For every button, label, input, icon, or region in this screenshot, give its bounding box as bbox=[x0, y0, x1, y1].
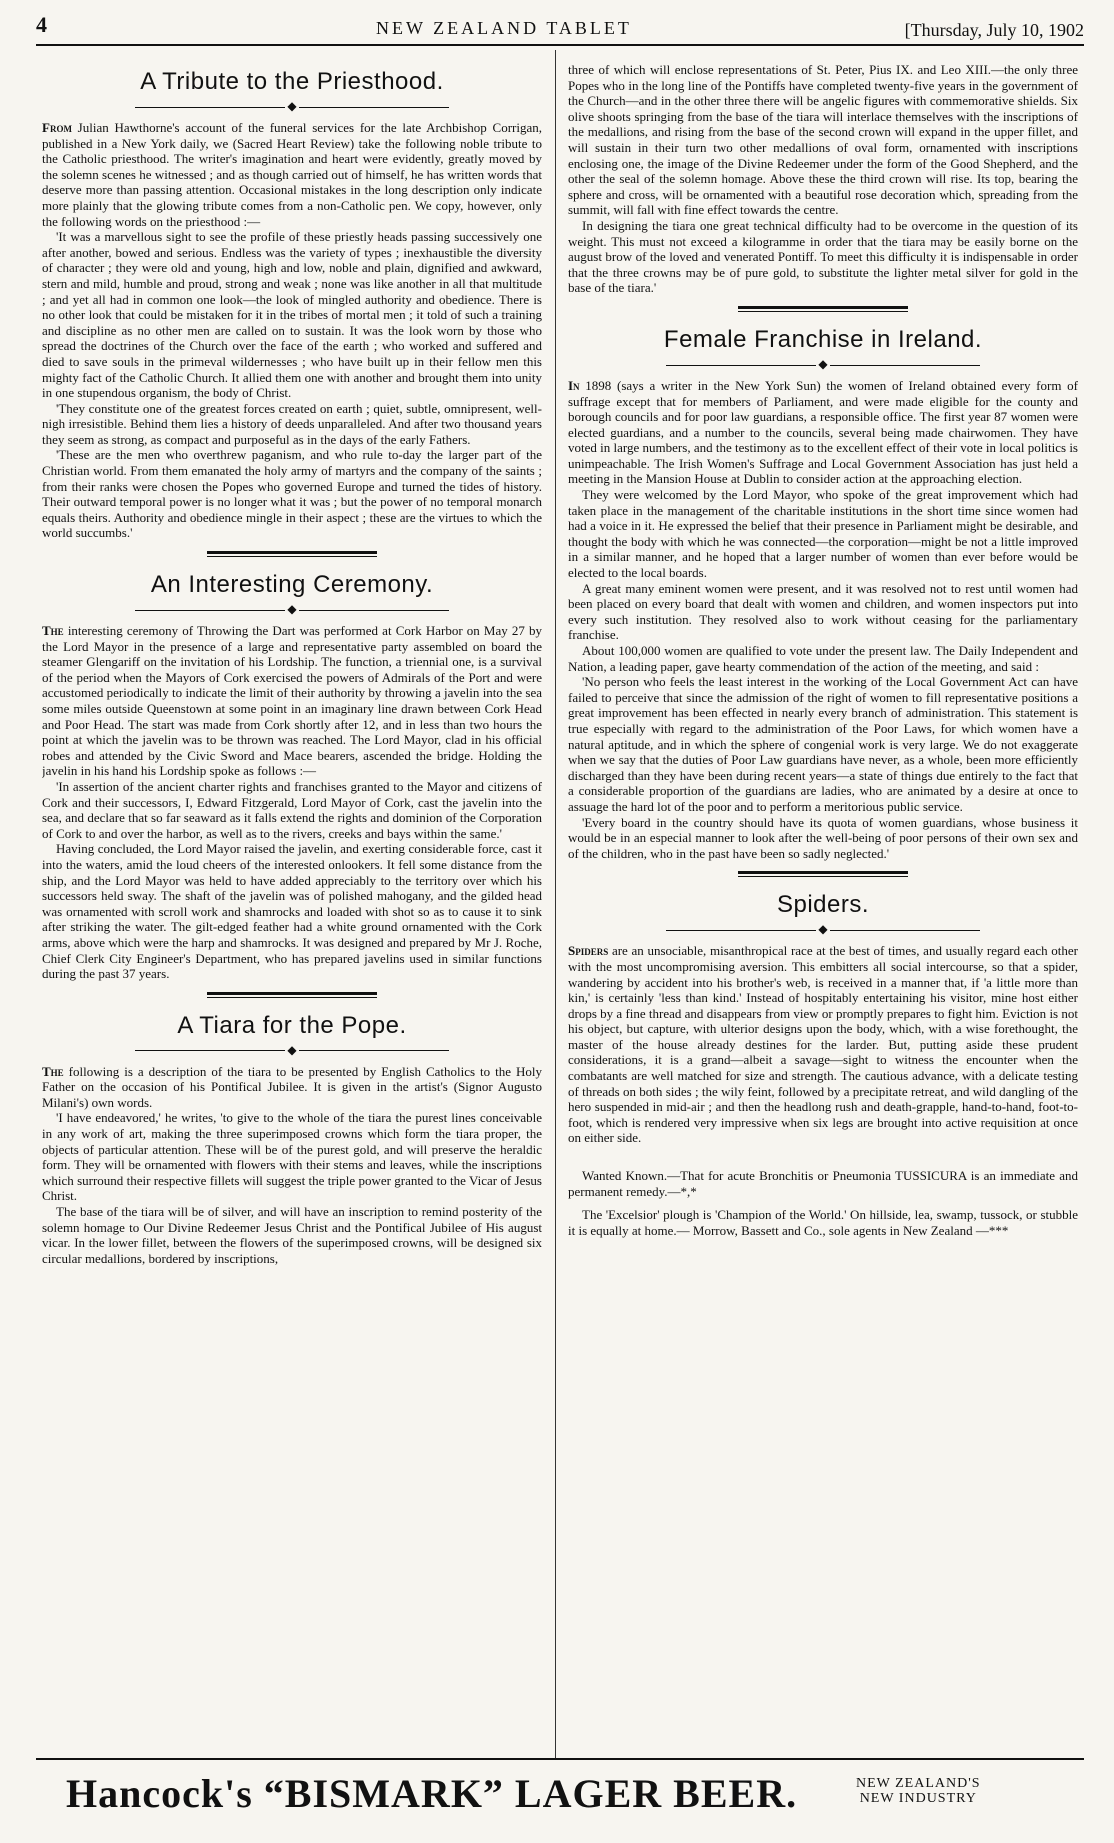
left-column bbox=[42, 62, 542, 1762]
article-franchise bbox=[568, 326, 1078, 861]
column-divider bbox=[555, 50, 556, 1760]
lead-word: In bbox=[568, 377, 580, 393]
masthead bbox=[36, 10, 1084, 48]
article-title: Spiders. bbox=[776, 891, 870, 919]
article-paragraph: Having concluded, the Lord Mayor raised the javelin, and exerting considerable force, cast it into the waters, amid the loud cheers of the interested onlookers. It fell some distance from the ship, and the Lord Mayor was held to have added appreciably to the territory over which his successors held sway. The shaft of the javelin was of polished mahogany, and the gilded head was ornamented with scroll work and shamrocks and loaded with shot so as to cause it to sink after striking the water. The gilt-edged feather had a white ground ornamented with the Cork arms, above which were the harp and shamrocks. It was designed and prepared by Mr J. Roche, Chief Clerk City Engineer's Department, who has prepared javelins used in similar functions during the past 37 years. bbox=[42, 841, 542, 982]
article-ceremony bbox=[42, 571, 542, 982]
ornament-divider: ◆ bbox=[42, 603, 542, 615]
section-divider bbox=[738, 306, 908, 312]
article-paragraph: 'I have endeavored,' he writes, 'to give to the whole of the tiara the purest lines conceivable in any work of art, making the three superimposed crowns which form the tiara proper, the objects of particular attention. These will be of the purest gold, and will preserve the heraldic form. They will be ornamented with flowers with their stems and leaves, while the inscriptions which surround their respective fillets will suggest the triple power granted to the Vicar of Jesus Christ. bbox=[42, 1110, 542, 1204]
beer-advertisement bbox=[66, 1770, 1076, 1826]
article-title: A Tiara for the Pope. bbox=[177, 1011, 407, 1039]
section-divider bbox=[207, 551, 377, 557]
ornament-divider: ◆ bbox=[568, 358, 1078, 370]
lead-word: Spiders bbox=[568, 943, 609, 959]
article-paragraph: The base of the tiara will be of silver, and will have an inscription to remind posterity of the solemn homage to Our Divine Redeemer Jesus Christ and the Pontifical Jubilee of His august vicar. In the lower fillet, between the flowers of the superimposed crowns, will be designed six circular medallions, bordered by inscriptions, bbox=[42, 1204, 542, 1266]
article-tiara-continued bbox=[568, 62, 1078, 296]
article-paragraph: 'Every board in the country should have its quota of women guardians, whose business it would be in an especial manner to look after the well-being of poor persons of their own sex and of the children, who in the past have been so sadly neglected.' bbox=[568, 814, 1078, 861]
article-paragraph: three of which will enclose representations of St. Peter, Pius IX. and Leo XIII.—the only three Popes who in the long line of the Pontiffs have completed twenty-five years in the government of the Church—and in the other three there will be angelic figures with commemorative shields. Six olive shoots springing from the base of the tiara will interlace themselves with the inscriptions of the medallions, and rising from the base of the second crown will expand in the upper fillet, and will sustain in their turn two other medallions of oval form, ornamented with inscriptions enclosing one, the image of the Divine Redeemer under the form of the Good Shepherd, and the other the seal of the solemn homage. Above these the third crown will rise. Its top, bearing the sphere and cross, will be ornamented with a beautiful rose decoration which, spreading from the summit, will fall with fine effect towards the centre. bbox=[568, 62, 1078, 218]
article-paragraph: About 100,000 women are qualified to vote under the present law. The Daily Independent and Nation, a leading paper, gave hearty commendation of the action of the meeting, and said : bbox=[568, 643, 1078, 674]
article-title: Female Franchise in Ireland. bbox=[663, 325, 983, 353]
article-spiders bbox=[568, 891, 1078, 1146]
article-title: A Tribute to the Priesthood. bbox=[140, 68, 444, 95]
right-column bbox=[568, 62, 1078, 1762]
page-number: 4 bbox=[36, 12, 47, 37]
article-paragraph: In designing the tiara one great technical difficulty had to be overcome in the question of its weight. This must not exceed a kilogramme in order that the tiara may be easily borne on the august brow of the loved and venerated Pontiff. To meet this difficulty it is indispensable in order that the three crowns may be of pure gold, to substitute the lighter metal silver for gold in the base of the tiara.' bbox=[568, 217, 1078, 296]
footer-rule bbox=[36, 1758, 1084, 1760]
issue-date: [Thursday, July 10, 1902 bbox=[904, 20, 1084, 40]
advert-headline: Hancock's “BISMARK” LAGER BEER. bbox=[66, 1771, 798, 1816]
lead-word: The bbox=[42, 1063, 64, 1079]
newspaper-title: NEW ZEALAND TABLET bbox=[376, 18, 632, 38]
article-paragraph: 'In assertion of the ancient charter rights and franchises granted to the Mayor and citizens of Cork and their successors, I, Edward Fitzgerald, Lord Mayor of Cork, cast the javelin into the sea, and declare that so far seaward as it falls extend the rights and dominion of the Corporation of Cork to and over the harbor, as well as to the rivers, creeks and bays within the same.' bbox=[42, 778, 542, 841]
article-paragraph: 'It was a marvellous sight to see the profile of these priestly heads passing successively one after another, bowed and serious. Endless was the variety of types ; inexhaustible the diversity of character ; they were old and young, high and low, noble and plain, dignified and awkward, stern and mild, humble and proud, strong and weak ; none was like another in all that multitude ; and yet all had in common one look—the look of mingled authority and obedience. There is no other look that could be mistaken for it in the tribes of mortal men ; it told of such a training and discipline as no other men are called on to sustain. It was the look worn by those who spread the doctrines of the Church over the face of the earth ; who worked and suffered and died to save souls in the primeval wildernesses ; who have built up in their fellow men this mighty fact of the Catholic Church. It allied them one with another and brought them into unity in one stupendous organism, the body of Christ. bbox=[42, 229, 542, 401]
article-paragraph: 'These are the men who overthrew paganism, and who rule to-day the larger part of the Christian world. From them emanated the holy army of martyrs and the company of the saints ; from their ranks were chosen the Popes who governed Europe and turned the tides of history. Their outward temporal power is no longer what it was ; but the power of no temporal monarch equals theirs. Authority and obedience mingle in their aspect ; these are the virtues to which the world succumbs.' bbox=[42, 447, 542, 541]
advert-side-line: NEW INDUSTRY bbox=[859, 1791, 977, 1806]
advert-side-text bbox=[856, 1776, 981, 1806]
article-paragraph: 'No person who feels the least interest in the working of the Local Government Act can have failed to perceive that since the admission of the right of women to fill representative positions a great improvement has been effected in nearly every branch of administration. This statement is true especially with regard to the administration of the Poor Laws, for which women have a natural aptitude, and in which the sphere of congenial work is very large. We do not exaggerate when we say that the duties of Poor Law guardians have never, as a whole, been more efficiently discharged than they have been during recent years—a state of things due entirely to the fact that a considerable proportion of the guardians are ladies, who are animated by a desire at once to assuage the hard lot of the poor and to perform a meritorious public service. bbox=[568, 674, 1078, 814]
article-paragraph: They were welcomed by the Lord Mayor, who spoke of the great improvement which had taken place in the management of the charitable institutions in the short time since women had had a voice in it. He expressed the belief that their presence in Parliament might be desirable, and thought the body with which he was connected—the corporation—might be not a little improved in a similar manner, and he hoped that a larger number of women than ever before would be elected to the local boards. bbox=[568, 487, 1078, 581]
ornament-divider: ◆ bbox=[42, 100, 542, 112]
section-divider bbox=[738, 871, 908, 877]
ornament-divider: ◆ bbox=[42, 1044, 542, 1056]
article-paragraph: In 1898 (says a writer in the New York Sun) the women of Ireland obtained every form of suffrage except that for members of Parliament, and were made eligible for the county and borough councils and for poor law guardians, a responsible office. The first year 87 women were elected guardians, and a number to the councils, several being made chairwomen. They have voted in large numbers, and the testimony as to the excellent effect of their vote in local politics is unimpeachable. The Irish Women's Suffrage and Local Government Association has just held a meeting in the Mansion House at Dublin to consider action at the approaching election. bbox=[568, 377, 1078, 487]
notice-paragraph: The 'Excelsior' plough is 'Champion of the World.' On hillside, lea, swamp, tussock, or stubble it is equally at home.— Morrow, Bassett and Co., sole agents in New Zealand —*** bbox=[568, 1207, 1078, 1238]
article-paragraph: From Julian Hawthorne's account of the funeral services for the late Archbishop Corrigan, published in a New York daily, we (Sacred Heart Review) take the following noble tribute to the Catholic priesthood. The writer's imagination and heart were evidently, greatly moved by the solemn scenes he witnessed ; and as though carried out of himself, he has written words that deserve more than passing attention. Occasional mistakes in the long description only indicate more plainly that the glowing tribute comes from a non-Catholic pen. We copy, however, only the following words on the priesthood :— bbox=[42, 120, 542, 229]
article-paragraph: The interesting ceremony of Throwing the Dart was performed at Cork Harbor on May 27 by the Lord Mayor in the presence of a large and representative party assembled on board the steamer Glengariff on the invitation of his Lordship. The function, a triennial one, is a survival of the period when the Mayors of Cork exercised the powers of Admirals of the Port and were accustomed periodically to indicate the limit of their authority by throwing a javelin into the sea some miles outside Queenstown at some point in an imaginary line drawn between Cork Head and Poor Head. The start was made from Cork shortly after 12, and in less than two hours the point at which the javelin was to be thrown was reached. The Lord Mayor, clad in his official robes and attended by the Civic Sword and Mace bearers, ascended the bridge. Holding the javelin in his hand his Lordship spoke as follows :— bbox=[42, 623, 542, 779]
notices bbox=[568, 1168, 1078, 1238]
article-tiara bbox=[42, 1012, 542, 1267]
article-paragraph: 'They constitute one of the greatest forces created on earth ; quiet, subtle, omnipresent, well-nigh irresistible. Behind them lies a history of deeds unparalleled. And after two thousand years they seem as strong, as compact and purposeful as in the days of the early Fathers. bbox=[42, 400, 542, 447]
advert-side-line: NEW ZEALAND'S bbox=[856, 1776, 981, 1791]
article-paragraph: A great many eminent women were present, and it was resolved not to rest until women had been placed on every board that dealt with women and children, and women inspectors put into every such institution. They resolved also to work without ceasing for the parliamentary franchise. bbox=[568, 580, 1078, 643]
article-paragraph: The following is a description of the tiara to be presented by English Catholics to the Holy Father on the occasion of his Pontifical Jubilee. It is given in the artist's (Signor Augusto Milani's) own words. bbox=[42, 1063, 542, 1110]
newspaper-page bbox=[36, 10, 1084, 1835]
section-divider bbox=[207, 992, 377, 998]
lead-word: The bbox=[42, 623, 64, 639]
masthead-rule bbox=[36, 44, 1084, 46]
article-title: An Interesting Ceremony. bbox=[150, 571, 434, 599]
ornament-divider: ◆ bbox=[568, 923, 1078, 935]
article-priesthood bbox=[42, 68, 542, 541]
notice-paragraph: Wanted Known.—That for acute Bronchitis or Pneumonia TUSSICURA is an immediate and permanent remedy.—*,* bbox=[568, 1168, 1078, 1199]
lead-word: From bbox=[42, 120, 72, 135]
article-paragraph: Spiders are an unsociable, misanthropical race at the best of times, and usually regard each other with the most uncompromising aversion. This embitters all social intercourse, so that a spider, wandering by accident into his brother's web, is received in a manner that, if 'a little more than kin,' is certainly 'less than kind.' Instead of hospitably entertaining his visitor, mine host either drops by a fine thread and disappears from view or promptly prepares to fight him. Eviction is not his object, but capture, with ulterior designs upon the body, which, with a wise forethought, the master of the house already destines for the larder. But, putting aside these prudent considerations, it is a grand—albeit a savage—sight to witness the encounter when the combatants are well matched for size and strength. The cautious advance, with a delicate testing of threads on both sides ; the wily feint, followed by a precipitate retreat, and wild dangling of the hero suspended in mid-air ; and then the headlong rush and death-grapple, hand-to-hand, foot-to-foot, which is rendered very impressive when six legs are brought into active requisition at once on either side. bbox=[568, 943, 1078, 1146]
